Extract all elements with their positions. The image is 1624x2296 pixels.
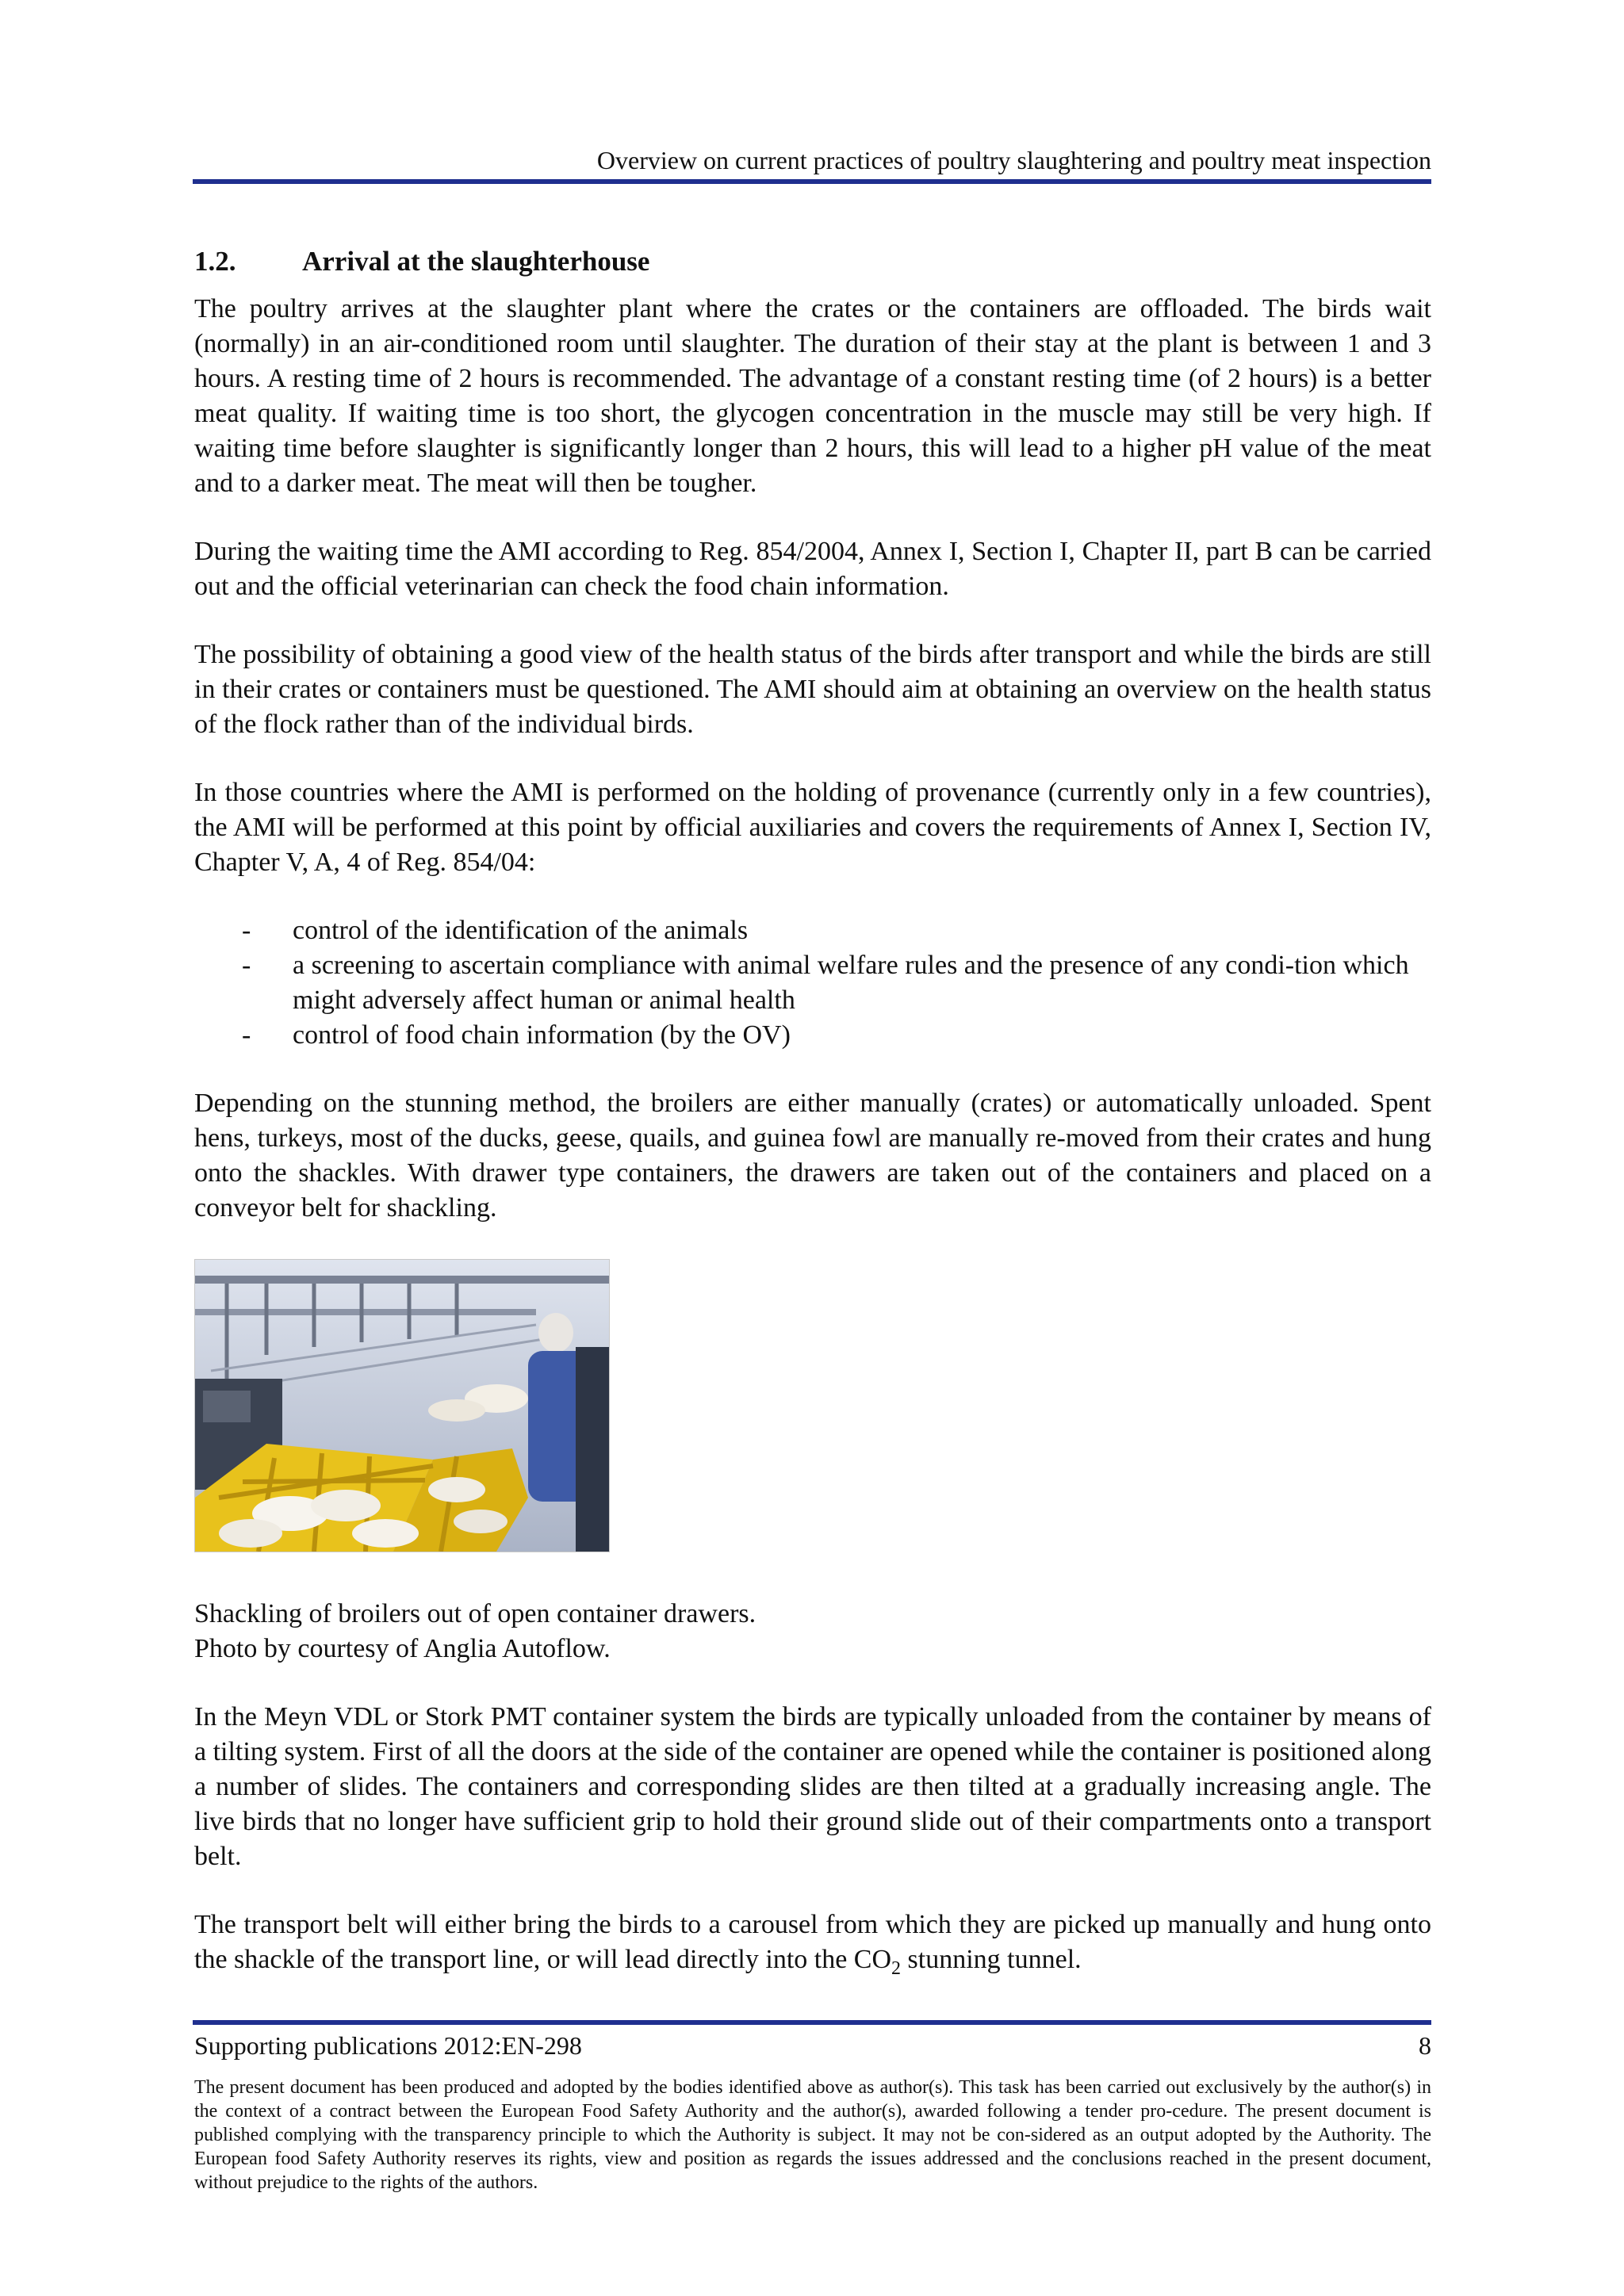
main-content: [194, 244, 1431, 2011]
page-number: 8: [1419, 2031, 1431, 2060]
section-title: Arrival at the slaughterhouse: [302, 246, 650, 277]
header-rule: [193, 179, 1431, 184]
requirements-list: [194, 913, 1431, 1053]
paragraph-ami-holding: In those countries where the AMI is performed on the holding of provenance (currently only in a few countries), the AMI will be performed at this point by official auxiliaries and covers the requirements of Annex I, Section IV, Chapter V, A, 4 of Reg. 854/04:: [194, 778, 1431, 877]
section-number: 1.2.: [194, 246, 236, 277]
transport-belt-text: The transport belt will either bring the birds to a carousel from which they are picked up manually and hung onto the shackle of the transport line, or will lead directly into the CO: [194, 1910, 1431, 1974]
paragraph-waiting-time: During the waiting time the AMI according to Reg. 854/2004, Annex I, Section I, Chapter II, part B can be carried out and the official veterinarian can check the food chain information.: [194, 537, 1431, 601]
footer-disclaimer: The present document has been produced and adopted by the bodies identified above as author(s). This task has been carried out exclusively by the author(s) in the context of a contract between the European Food Safety Authority and the author(s), awarded following a tender pro-cedure. The present document is published complying with the transparency principle to which the Authority is subject. It may not be con-sidered as an output adopted by the Authority. The European food Safety Authority reserves its rights, view and position as regards the issues addressed and the conclusions reached in the present document, without prejudice to the rights of the authors.: [194, 2077, 1431, 2193]
paragraph-tilting-system: In the Meyn VDL or Stork PMT container system the birds are typically unloaded from the container by means of a tilting system. First of all the doors at the side of the container are opened while the container is positioned along a number of slides. The containers and corresponding slides are then tilted at a gradually increasing angle. The live birds that no longer have sufficient grip to hold their ground slide out of their compartments onto a transport belt.: [194, 1702, 1431, 1871]
co2-subscript: 2: [891, 1957, 902, 1979]
paragraph-unloading: Depending on the stunning method, the broilers are either manually (crates) or automatically unloaded. Spent hens, turkeys, most of the ducks, geese, quails, and guinea fowl are manually re-moved from their crates and hung onto the shackles. With drawer type containers, the drawers are taken out of the containers and placed on a conveyor belt for shackling.: [194, 1089, 1431, 1223]
paragraph-transport-belt: [194, 1908, 1431, 1977]
list-item: - control of the identification of the animals: [194, 913, 1431, 948]
paragraph-health-status: The possibility of obtaining a good view of the health status of the birds after transport and while the birds are still in their crates or containers must be questioned. The AMI should aim at obtaining an overview on the health status of the flock rather than of the individual birds.: [194, 640, 1431, 739]
list-item: - control of food chain information (by the OV): [194, 1018, 1431, 1053]
list-item: - a screening to ascertain compliance with animal welfare rules and the presence of any condi-tion which might adversely affect human or animal health: [194, 948, 1431, 1018]
footer-publication: Supporting publications 2012:EN-298: [194, 2031, 582, 2060]
footer-rule: [193, 2020, 1431, 2025]
paragraph-arrival: The poultry arrives at the slaughter plant where the crates or the containers are offloaded. The birds wait (normally) in an air-conditioned room until slaughter. The duration of their stay at the plant is between 1 and 3 hours. A resting time of 2 hours is recommended. The advantage of a constant resting time (of 2 hours) is a better meat quality. If waiting time is too short, the glycogen concentration in the muscle may still be very high. If waiting time before slaughter is significantly longer than 2 hours, this will lead to a higher pH value of the meat and to a darker meat. The meat will then be tougher.: [194, 294, 1431, 498]
caption-line: Shackling of broilers out of open container drawers.: [194, 1599, 756, 1628]
figure-caption: [194, 1597, 1431, 1667]
running-header: Overview on current practices of poultry slaughtering and poultry meat inspection: [596, 146, 1431, 174]
shackling-photo: [194, 1259, 610, 1552]
section-heading: [194, 244, 1431, 279]
transport-belt-text-end: stunning tunnel.: [901, 1945, 1082, 1974]
caption-credit: Photo by courtesy of Anglia Autoflow.: [194, 1634, 611, 1663]
